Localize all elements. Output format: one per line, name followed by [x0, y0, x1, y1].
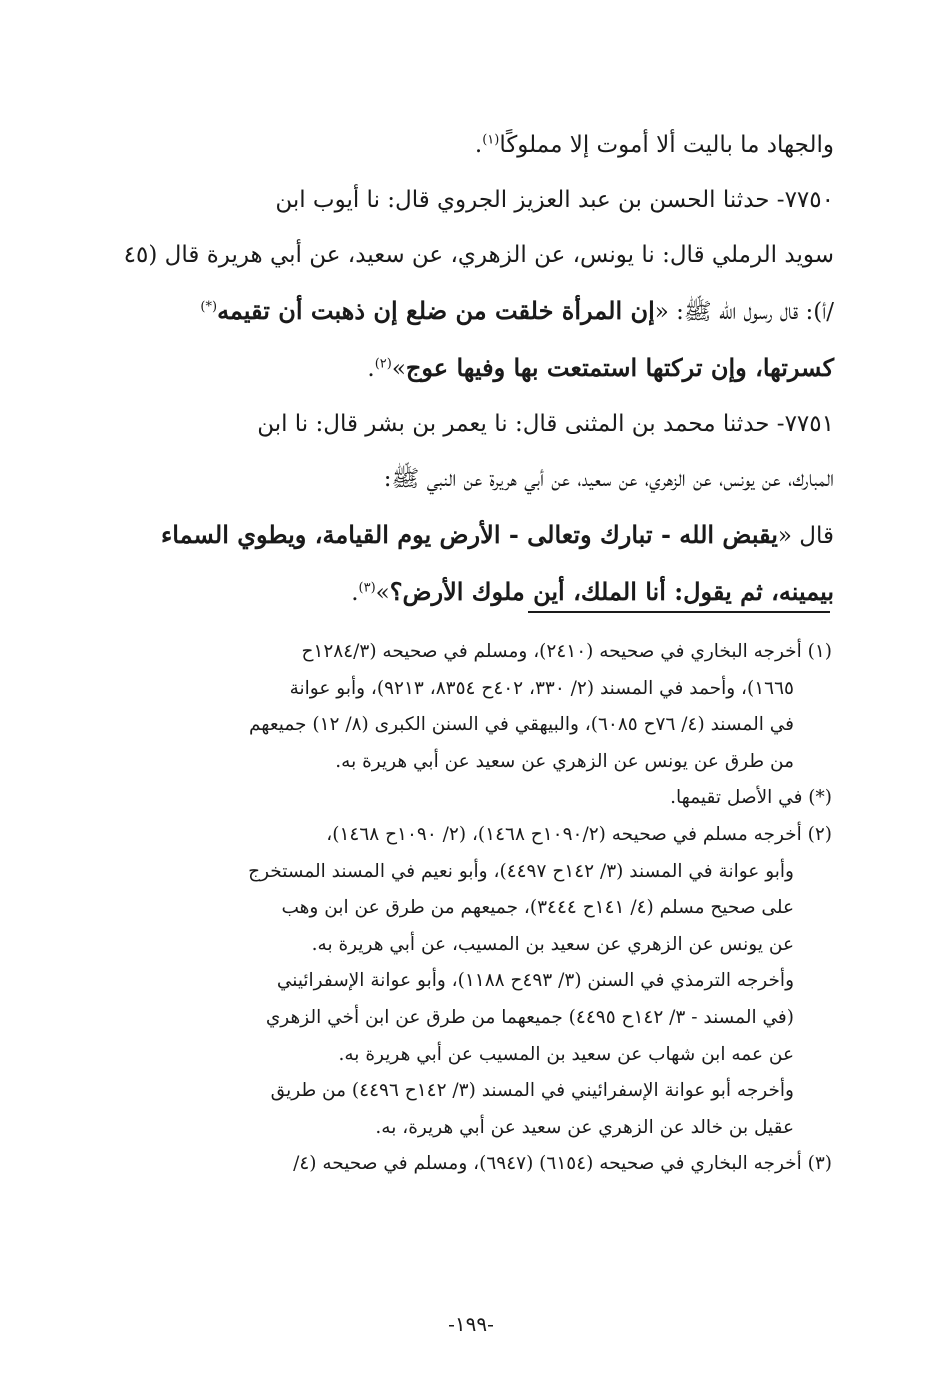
footnote-ref-2: (٢) [374, 356, 392, 372]
footnote-2-line-5: وأخرجه الترمذي في السنن (٣/ ٤٩٣ح ١١٨٨)، وأبو عوانة الإسفرائيني [276, 970, 794, 992]
footnotes-block [110, 634, 832, 1183]
main-line-6: ٧٧٥١- حدثنا محمد بن المثنى قال: نا يعمر بن بشر قال: نا ابن [257, 411, 834, 437]
footnote-star-line: (*) في الأصل تقيمها. [670, 787, 832, 809]
footnote-2-line-7: عن عمه ابن شهاب عن سعيد بن المسيب عن أبي هريرة به. [338, 1043, 794, 1065]
page-number: -١٩٩- [448, 1312, 494, 1336]
main-line-2: ٧٧٥٠- حدثنا الحسن بن عبد العزيز الجروي قال: نا أيوب ابن [275, 187, 834, 213]
hadith-text-2a: يقبض الله - تبارك وتعالى - الأرض يوم القيامة، ويطوي السماء [161, 520, 778, 549]
line-9-dot: . [351, 580, 359, 606]
footnote-1-line-3: في المسند (٤/ ٧٦ح ٦٠٨٥)، والبيهقي في السنن الكبرى (٨/ ١٢) جميعهم [248, 714, 794, 736]
footnote-1-line-2: ١٦٦٥)، وأحمد في المسند (٢/ ٣٣٠، ٤٠٢ح ٨٣٥٤، ٩٢١٣)، وأبو عوانة [289, 677, 794, 699]
main-text-block [110, 118, 834, 621]
main-line-5 [110, 340, 834, 397]
line-5-dot: . [367, 356, 375, 382]
footnote-ref-3: (٣) [358, 580, 376, 596]
line-8-plain: قال « [777, 523, 834, 549]
footnote-2-line-4: عن يونس عن الزهري عن سعيد بن المسيب، عن أبي هريرة به. [311, 933, 794, 955]
line-4-plain: /أ): قال رسول الله ﷺ: « [654, 299, 834, 325]
main-line-1 [110, 118, 834, 173]
footnote-2-line-9: عقيل بن خالد عن الزهري عن سعيد عن أبي هريرة، به. [375, 1116, 794, 1138]
hadith-text-2b: بيمينه، ثم يقول: أنا الملك، أين ملوك الأرض؟ [389, 577, 834, 606]
quote-close-2: » [375, 580, 390, 606]
line-1-end: . [474, 132, 483, 158]
footnote-2-line-3: على صحيح مسلم (٤/ ١٤١ح ٣٤٤٤)، جميعهم من طرق عن ابن وهب [281, 897, 794, 919]
footnote-ref-1: (١) [482, 132, 500, 148]
hadith-text-1a: إن المرأة خلقت من ضلع إن ذهبت أن تقيمه [217, 296, 655, 325]
main-line-4 [110, 283, 834, 340]
footnote-divider [528, 611, 830, 613]
footnote-ref-star: (*) [200, 299, 218, 315]
line-1-text: والجهاد ما باليت ألا أموت إلا مملوكًا [499, 132, 834, 158]
footnote-2-line-1: (٢) أخرجه مسلم في صحيحه (١٠٩٠/٢ح ١٤٦٨)، (٢/ ١٠٩٠ح ١٤٦٨)، [326, 823, 832, 845]
main-line-3: سويد الرملي قال: نا يونس، عن الزهري، عن سعيد، عن أبي هريرة قال (٤٥ [123, 242, 834, 268]
main-line-7: المبارك، عن يونس، عن الزهري، عن سعيد، عن أبي هريرة عن النبي ﷺ: [383, 466, 834, 492]
footnote-2-line-2: وأبو عوانة في المسند (٣/ ١٤٢ح ٤٤٩٧)، وأبو نعيم في المسند المستخرج [248, 860, 794, 882]
footnote-3-line-1: (٣) أخرجه البخاري في صحيحه (٦١٥٤) (٦٩٤٧)، ومسلم في صحيحه (٤/ [293, 1153, 832, 1175]
footnote-1-line-1: (١) أخرجه البخاري في صحيحه (٢٤١٠)، ومسلم في صحيحه (١٢٨٤/٣ح [301, 641, 832, 662]
main-line-8 [110, 507, 834, 564]
footnote-2-line-8: وأخرجه أبو عوانة الإسفرائيني في المسند (٣/ ١٤٢ح ٤٤٩٦) من طريق [270, 1080, 794, 1102]
hadith-text-1b: كسرتها، وإن تركتها استمتعت بها وفيها عوج [405, 353, 834, 382]
footnote-1-line-4: من طرق عن يونس عن الزهري عن سعيد عن أبي هريرة به. [335, 750, 794, 772]
footnote-2-line-6: (في المسند - ٣/ ١٤٢ح ٤٤٩٥) جميعهما من طرق عن ابن أخي الزهري [265, 1006, 794, 1028]
quote-close-1: » [391, 356, 406, 382]
